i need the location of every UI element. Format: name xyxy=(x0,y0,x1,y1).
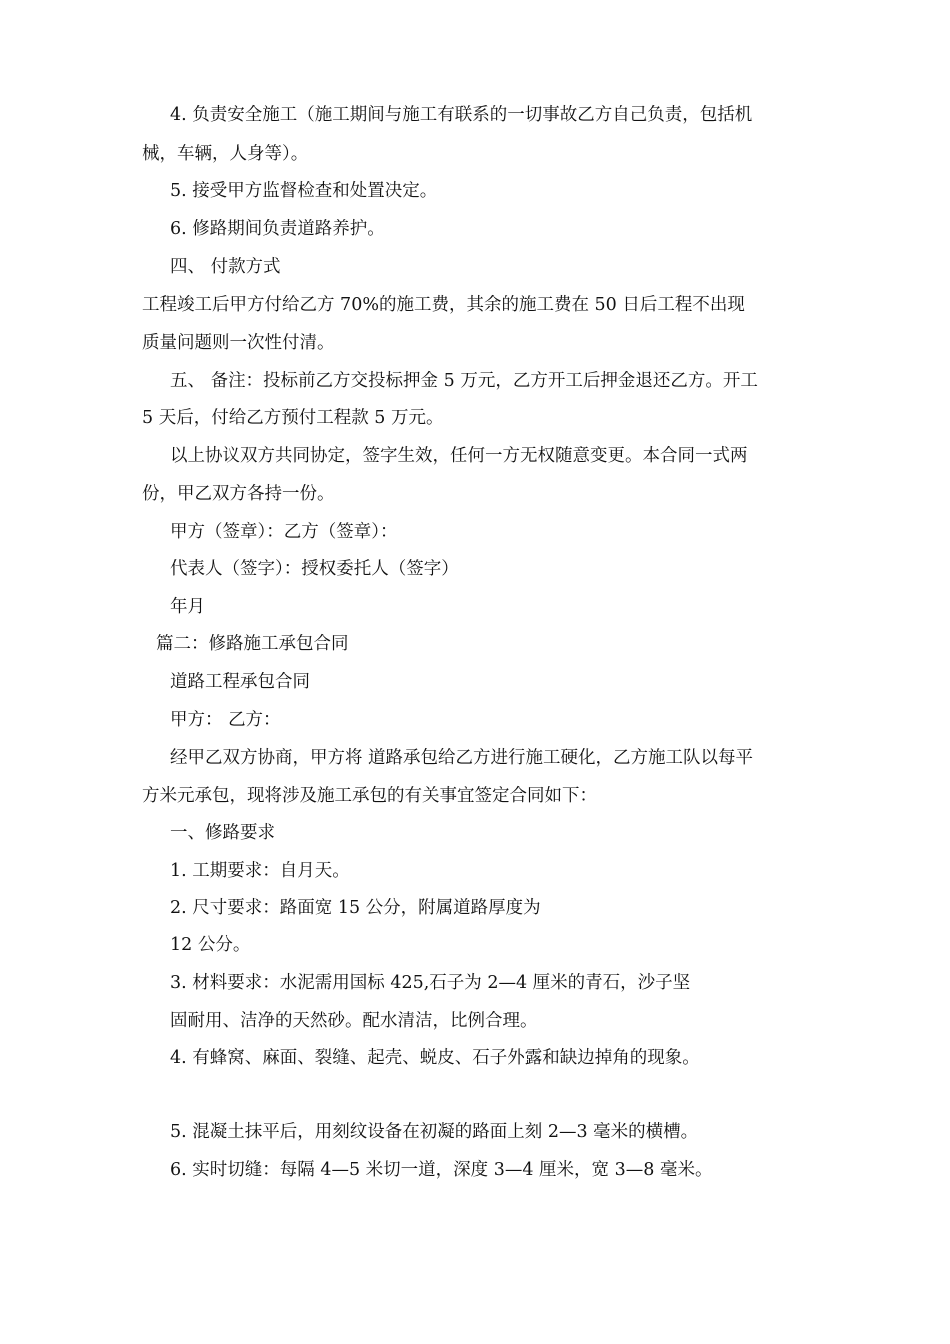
text-line: 5. 混凝土抹平后，用刻纹设备在初凝的路面上刻 2—3 毫米的横槽。 xyxy=(170,1122,699,1142)
date-line: 年月 xyxy=(170,597,205,617)
text-line: 1. 工期要求：自月天。 xyxy=(170,861,350,881)
section-heading: 一、修路要求 xyxy=(170,823,275,843)
text-line: 械，车辆，人身等）。 xyxy=(142,144,309,164)
text-line: 固耐用、洁净的天然砂。配水清洁，比例合理。 xyxy=(170,1011,538,1031)
text-line: 3. 材料要求：水泥需用国标 425,石子为 2—4 厘米的青石，沙子坚 xyxy=(170,973,691,993)
text-line: 经甲乙双方协商，甲方将 道路承包给乙方进行施工硬化，乙方施工队以每平 xyxy=(170,748,754,768)
text-line: 方米元承包，现将涉及施工承包的有关事宜签定合同如下： xyxy=(142,786,597,806)
parties-line: 甲方： 乙方： xyxy=(170,710,281,730)
text-line: 份，甲乙双方各持一份。 xyxy=(142,484,335,504)
text-line: 5. 接受甲方监督检查和处置决定。 xyxy=(170,181,438,201)
contract-title: 道路工程承包合同 xyxy=(170,672,310,692)
section-title: 篇二：修路施工承包合同 xyxy=(156,634,349,654)
text-line: 五、 备注：投标前乙方交投标押金 5 万元，乙方开工后押金退还乙方。开工 xyxy=(170,371,758,391)
section-heading: 四、 付款方式 xyxy=(170,257,281,277)
signature-line: 代表人（签字）：授权委托人（签字） xyxy=(170,559,459,579)
signature-line: 甲方（签章）：乙方（签章）： xyxy=(170,522,398,542)
text-line: 以上协议双方共同协定，签字生效，任何一方无权随意变更。本合同一式两 xyxy=(170,446,748,466)
text-line: 12 公分。 xyxy=(170,935,251,955)
text-line: 4. 负责安全施工（施工期间与施工有联系的一切事故乙方自己负责，包括机 xyxy=(170,105,753,125)
text-line: 2. 尺寸要求：路面宽 15 公分，附属道路厚度为 xyxy=(170,898,541,918)
text-line: 质量问题则一次性付清。 xyxy=(142,333,335,353)
text-line: 6. 修路期间负责道路养护。 xyxy=(170,219,385,239)
text-line: 工程竣工后甲方付给乙方 70%的施工费，其余的施工费在 50 日后工程不出现 xyxy=(142,295,745,315)
text-line: 5 天后，付给乙方预付工程款 5 万元。 xyxy=(142,408,444,428)
text-line: 6. 实时切缝：每隔 4—5 米切一道，深度 3—4 厘米，宽 3—8 毫米。 xyxy=(170,1160,713,1180)
text-line: 4. 有蜂窝、麻面、裂缝、起壳、蜕皮、石子外露和缺边掉角的现象。 xyxy=(170,1048,700,1068)
